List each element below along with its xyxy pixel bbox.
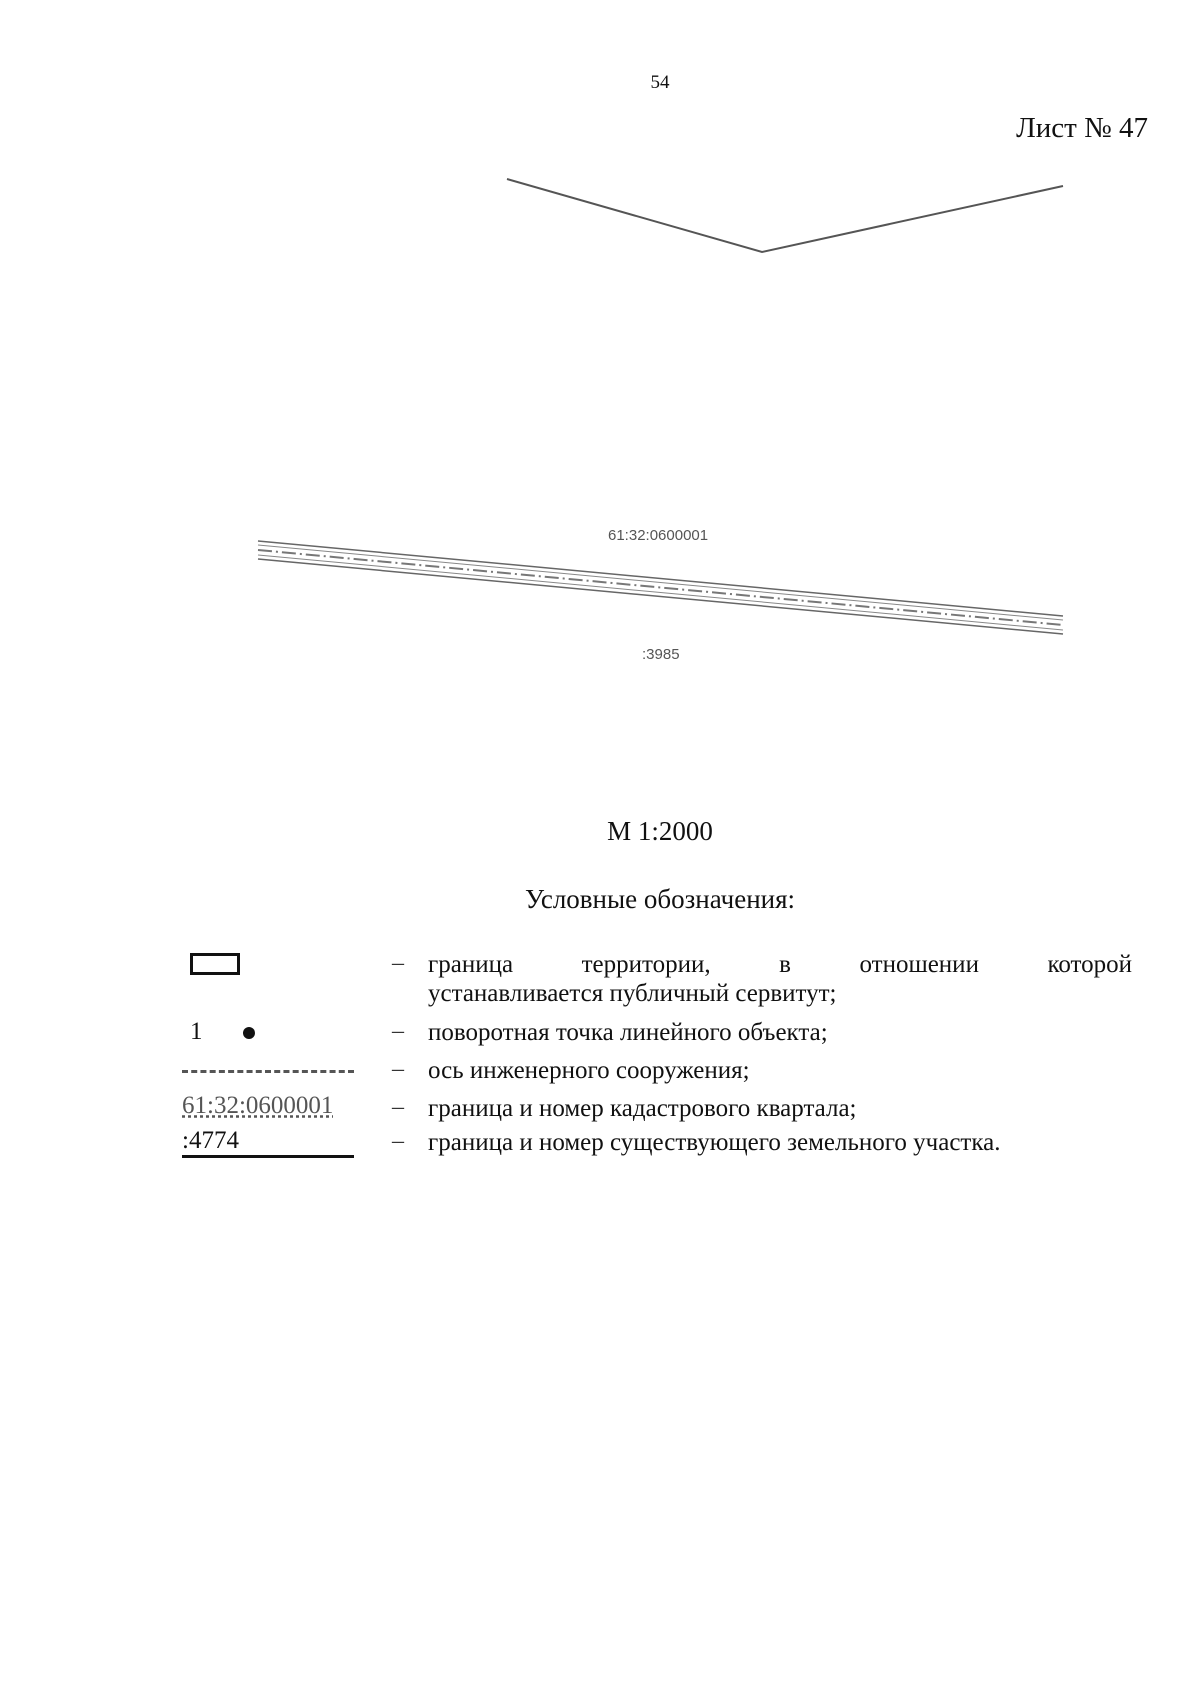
quarter-number-symbol: 61:32:0600001 <box>182 1092 334 1119</box>
legend-dash: – <box>392 1128 404 1154</box>
servitude-boundary-top <box>258 541 1063 616</box>
page-number: 54 <box>650 72 670 93</box>
legend-desc: граница территории, в отношении которой <box>428 951 1132 978</box>
point-number-symbol: 1 <box>190 1018 203 1045</box>
servitude-boundary-bottom <box>258 559 1063 634</box>
parcel-number-symbol: :4774 <box>182 1126 354 1158</box>
legend-dash: – <box>392 1018 404 1044</box>
engineering-axis-line <box>258 550 1063 625</box>
legend-desc: поворотная точка линейного объекта; <box>428 1019 828 1046</box>
legend-dash: – <box>392 950 404 976</box>
map-scale: М 1:2000 <box>607 816 713 846</box>
servitude-boundary-lower <box>258 555 1063 630</box>
sheet-number: Лист № 47 <box>1016 112 1148 144</box>
legend-dash: – <box>392 1094 404 1120</box>
parcel-boundary-line <box>507 179 1063 252</box>
point-dot-icon <box>243 1027 255 1039</box>
legend-dash: – <box>392 1056 404 1082</box>
parcel-number-label: :3985 <box>642 646 680 663</box>
legend-desc: граница и номер существующего земельного участка. <box>428 1129 1001 1156</box>
axis-line-symbol <box>182 1070 354 1073</box>
servitude-boundary-symbol <box>190 953 240 975</box>
legend-desc-continued: устанавливается публичный сервитут; <box>428 980 837 1007</box>
legend-desc: граница и номер кадастрового квартала; <box>428 1095 857 1122</box>
quarter-number-label: 61:32:0600001 <box>608 527 709 544</box>
legend-title: Условные обозначения: <box>524 884 796 914</box>
servitude-boundary-upper <box>258 545 1063 620</box>
legend-desc: ось инженерного сооружения; <box>428 1057 750 1084</box>
cadastral-map <box>0 0 1200 720</box>
